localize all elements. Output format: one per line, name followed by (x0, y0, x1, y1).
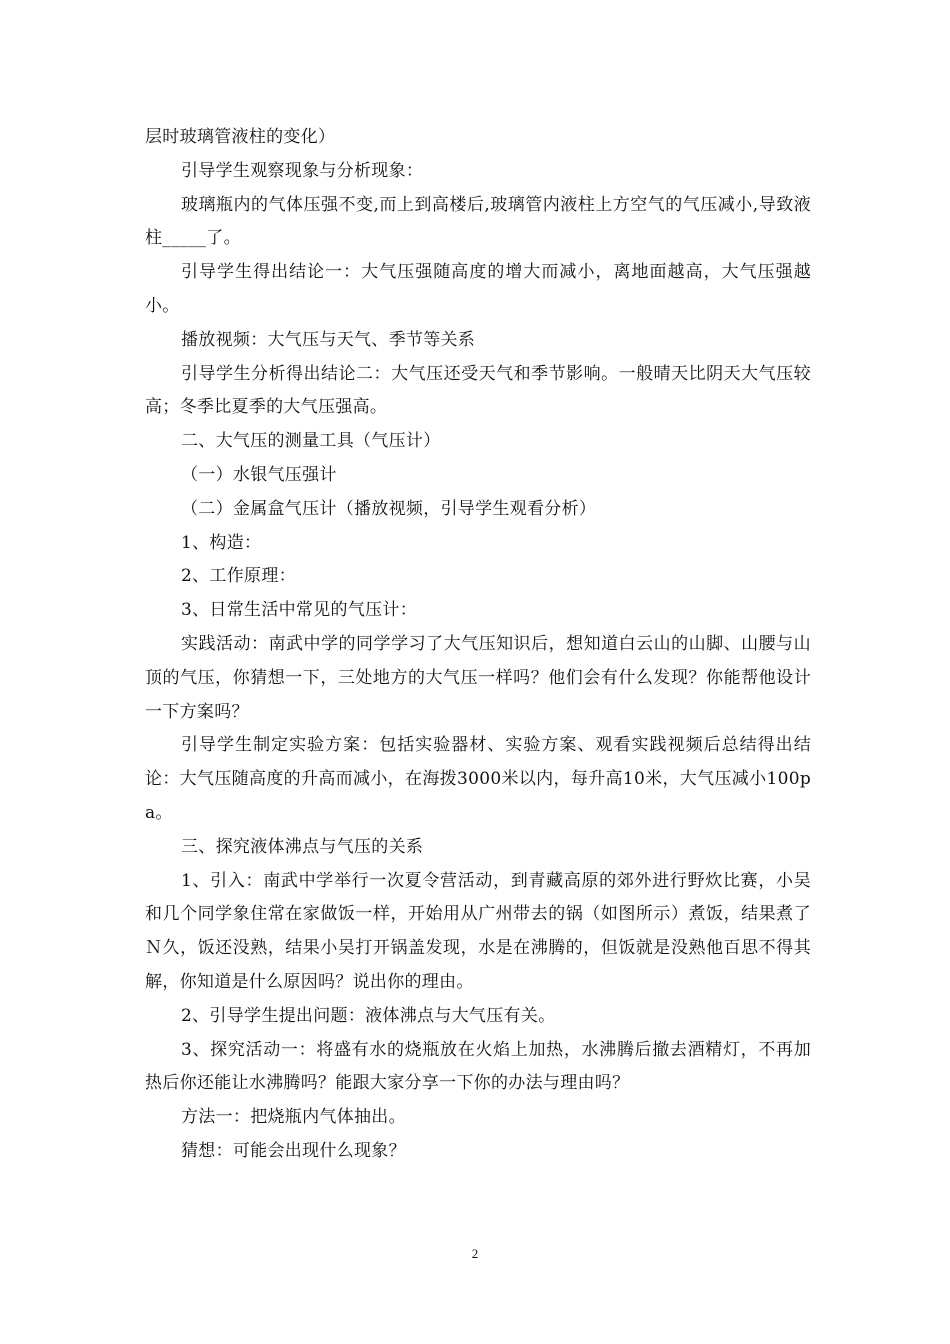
paragraph: 1、引入：南武中学举行一次夏令营活动，到青藏高原的郊外进行野炊比赛，小吴和几个同学象住常在家做饭一样，开始用从广州带去的锅（如图所示）煮饭，结果煮了Ｎ久，饭还没熟，结果小吴打开锅盖发现，水是在沸腾的，但饭就是没熟他百思不得其解，你知道是什么原因吗？说出你的理由。 (145, 870, 811, 992)
subsection-heading: （一）水银气压强计 (181, 464, 337, 485)
paragraph: 方法一：把烧瓶内气体抽出。 (181, 1107, 406, 1128)
paragraph: 引导学生制定实验方案：包括实验器材、实验方案、观看实践视频后总结得出结论：大气压随高度的升高而减小，在海拨3000米以内，每升高10米，大气压减小100pa。 (145, 735, 811, 823)
paragraph-continued: 层时玻璃管液柱的变化） (145, 127, 336, 147)
paragraph: 引导学生得出结论一：大气压强随高度的增大而减小，离地面越高，大气压强越小。 (145, 262, 811, 316)
paragraph: 引导学生分析得出结论二：大气压还受天气和季节影响。一般晴天比阴天大气压较高；冬季比夏季的大气压强高。 (145, 363, 811, 418)
paragraph: 3、探究活动一：将盛有水的烧瓶放在火焰上加热，水沸腾后撤去酒精灯，不再加热后你还能让水沸腾吗？能跟大家分享一下你的办法与理由吗？ (145, 1039, 811, 1094)
list-item: 3、日常生活中常见的气压计： (181, 600, 418, 621)
list-item: 2、工作原理： (181, 566, 296, 587)
paragraph: 实践活动：南武中学的同学学习了大气压知识后，想知道白云山的山脚、山腰与山顶的气压，你猜想一下，三处地方的大气压一样吗？他们会有什么发现？你能帮他设计一下方案吗？ (145, 633, 811, 722)
subsection-heading: （二）金属盒气压计（播放视频，引导学生观看分析） (181, 498, 597, 519)
document-body (145, 121, 811, 1169)
list-item: 1、构造： (181, 532, 262, 553)
section-heading: 二、大气压的测量工具（气压计） (181, 431, 441, 452)
page-number: 2 (471, 1246, 479, 1261)
paragraph: 猜想：可能会出现什么现象？ (181, 1140, 406, 1161)
paragraph: 玻璃瓶内的气体压强不变,而上到高楼后,玻璃管内液柱上方空气的气压减小,导致液柱_____了。 (145, 194, 811, 249)
paragraph: 播放视频：大气压与天气、季节等关系 (181, 329, 476, 350)
paragraph: 引导学生观察现象与分析现象： (181, 160, 424, 181)
paragraph: 2、引导学生提出问题：液体沸点与大气压有关。 (181, 1005, 556, 1026)
section-heading: 三、探究液体沸点与气压的关系 (181, 836, 424, 857)
